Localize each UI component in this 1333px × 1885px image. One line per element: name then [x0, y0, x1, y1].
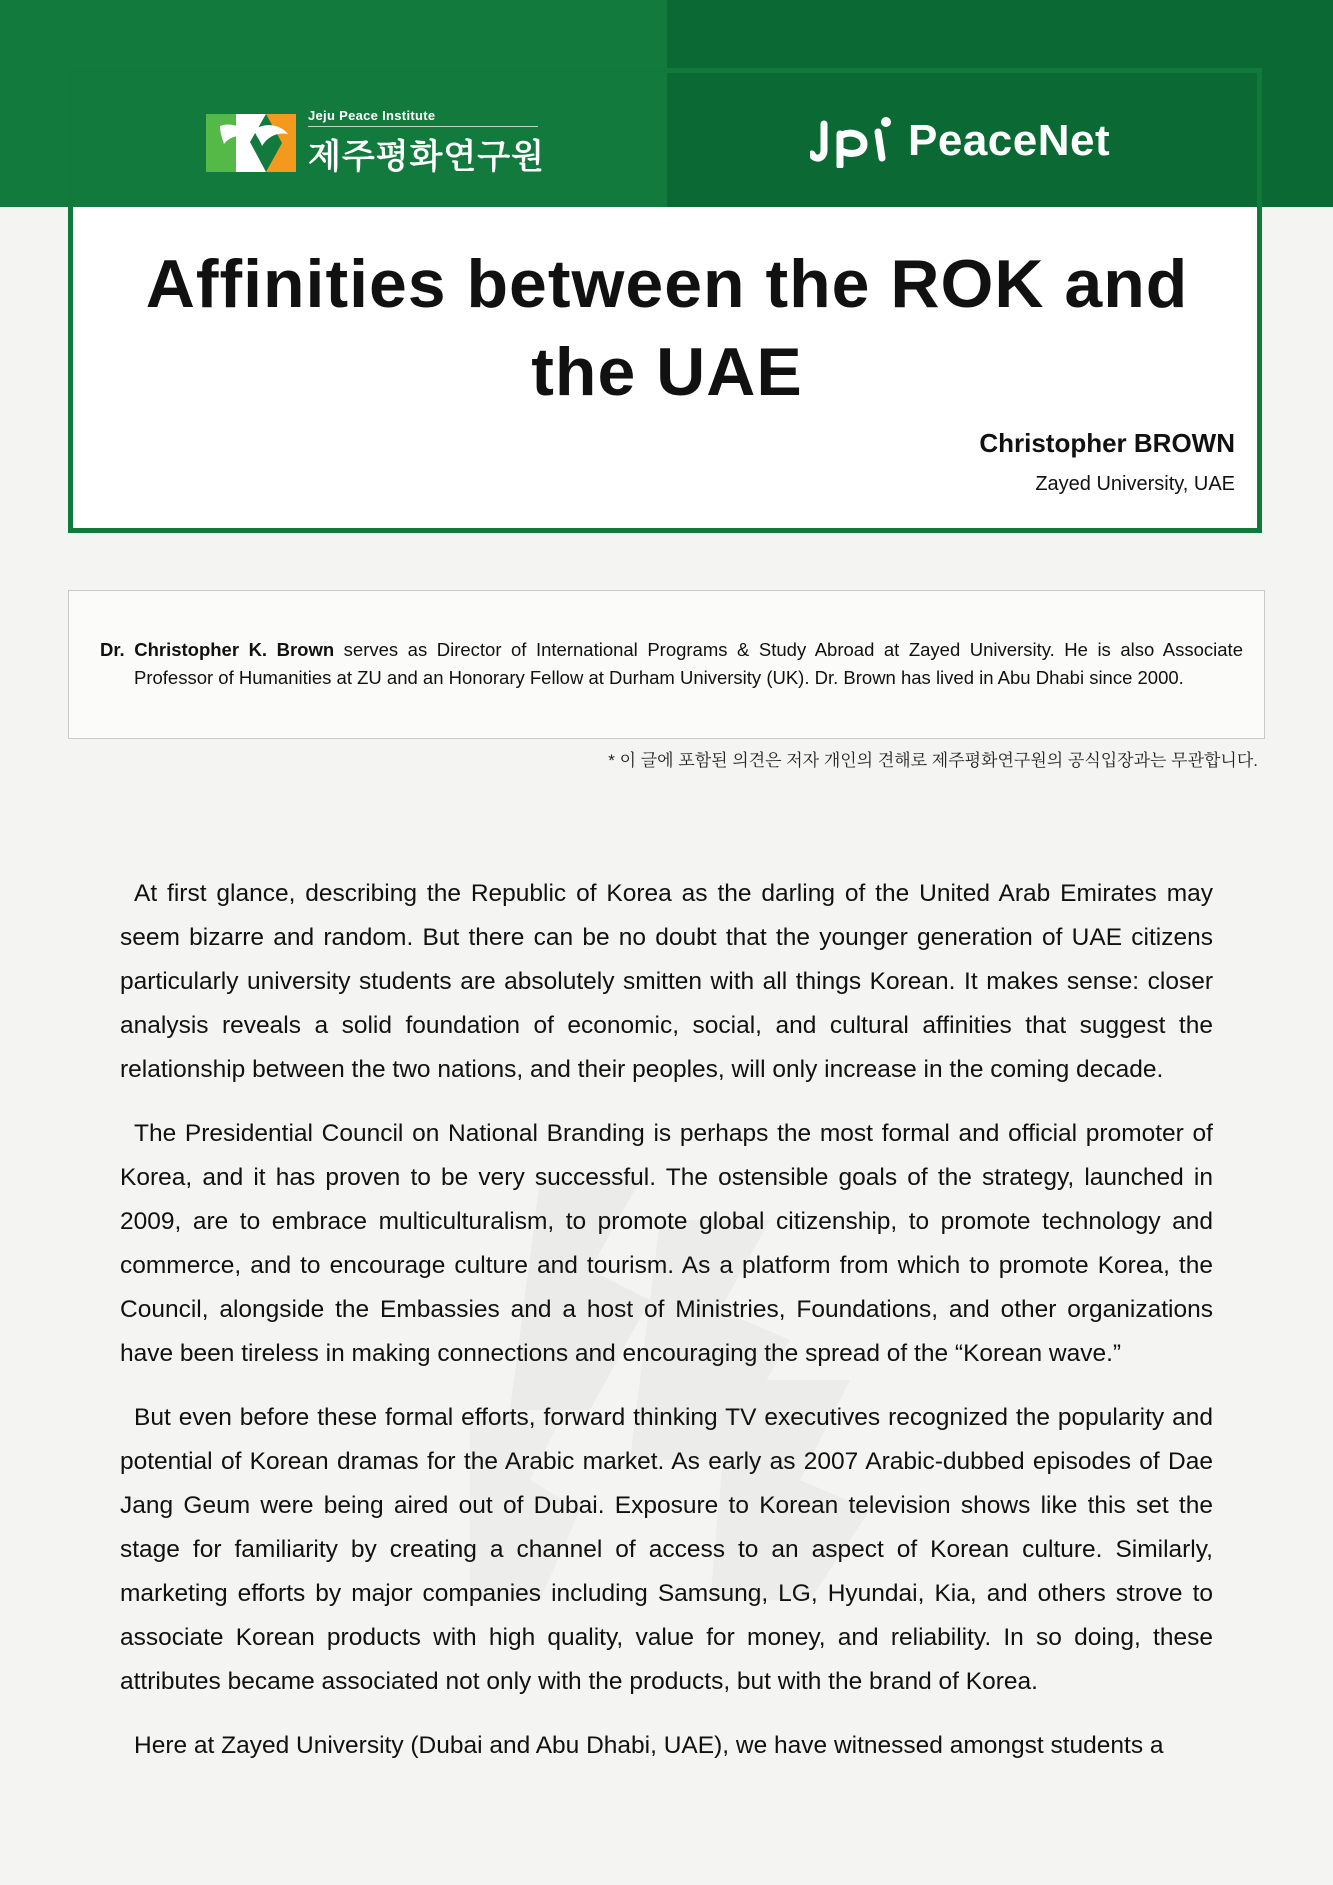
- logo-name-en: Jeju Peace Institute: [308, 108, 538, 127]
- paragraph-3: But even before these formal efforts, forward thinking TV executives recognized the popularity and potential of Korean dramas for the Arabic market. As early as 2007 Arabic-dubbed episodes of Dae Jang Geum were being aired out of Dubai. Exposure to Korean television shows like this set the stage for familiarity by creating a channel of access to an aspect of Korean culture. Similarly, marketing efforts by major companies including Samsung, LG, Hyundai, Kia, and others strove to associate Korean products with high quality, value for money, and reliability. In so doing, these attributes became associated not only with the products, but with the brand of Korea.: [120, 1404, 1213, 1695]
- paragraph-1: At first glance, describing the Republic of Korea as the darling of the United Arab Emirates may seem bizarre and random. But there can be no doubt that the younger generation of UAE citizens particularly university students are absolutely smitten with all things Korean. It makes sense: closer analysis reveals a solid foundation of economic, social, and cultural affinities that suggest the relationship between the two nations, and their peoples, will only increase in the coming decade.: [120, 880, 1213, 1083]
- bio-name: Dr. Christopher K. Brown: [100, 639, 335, 660]
- jeju-peace-institute-logo: [206, 108, 545, 178]
- disclaimer-note: * 이 글에 포함된 의견은 저자 개인의 견해로 제주평화연구원의 공식입장과는 무관합니다.: [608, 751, 1258, 770]
- jpi-peacenet-logo: [810, 114, 1110, 168]
- dove-logo-icon: [206, 112, 296, 174]
- author-affiliation: Zayed University, UAE: [1035, 473, 1235, 495]
- author-name: Christopher BROWN: [979, 428, 1235, 458]
- paragraph-2: The Presidential Council on National Branding is perhaps the most formal and official promoter of Korea, and it has proven to be very successful. The ostensible goals of the strategy, launched in 2009, are to embrace multiculturalism, to promote global citizenship, to promote technology and commerce, and to encourage culture and tourism. As a platform from which to promote Korea, the Council, alongside the Embassies and a host of Ministries, Foundations, and other organizations have been tireless in making connections and encouraging the spread of the “Korean wave.”: [120, 1120, 1213, 1367]
- page-title: Affinities between the ROK and the UAE: [145, 246, 1189, 410]
- jpi-logo-icon: [810, 114, 896, 168]
- paragraph-4: Here at Zayed University (Dubai and Abu Dhabi, UAE), we have witnessed amongst students a: [134, 1732, 1164, 1759]
- article-body: [120, 872, 1213, 1788]
- author-bio: [100, 636, 1243, 692]
- logo-name-ko: 제주평화연구원: [308, 138, 545, 176]
- bio-text: serves as Director of International Programs & Study Abroad at Zayed University. He is also Associate Professor of Humanities at ZU and an Honorary Fellow at Durham University (UK). Dr. Brown has lived in Abu Dhabi since 2000.: [134, 639, 1243, 688]
- peacenet-wordmark: PeaceNet: [908, 116, 1111, 165]
